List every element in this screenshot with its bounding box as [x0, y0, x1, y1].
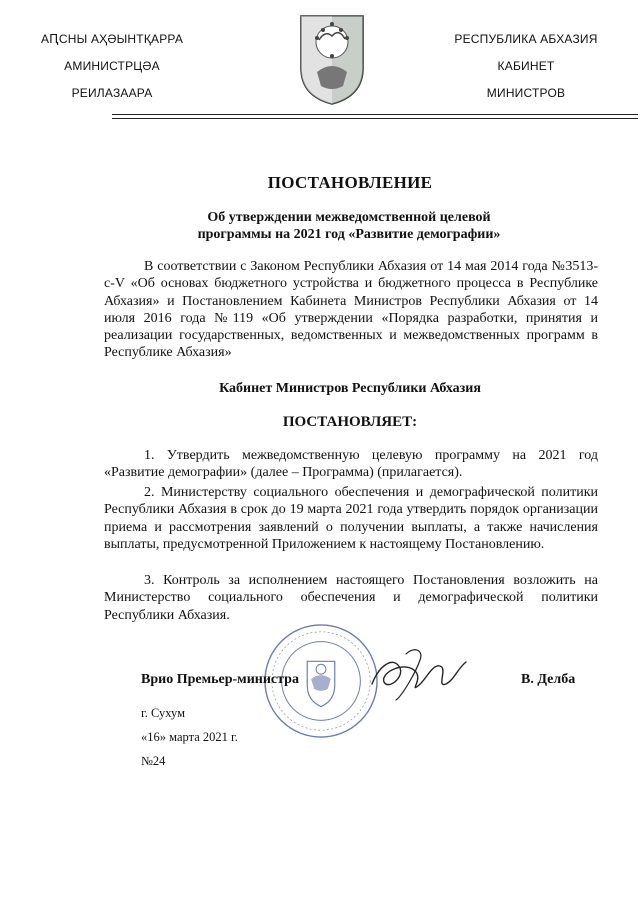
resolves-heading: ПОСТАНОВЛЯЕТ:: [282, 414, 418, 430]
document-number: №24: [141, 754, 166, 768]
header-left-line-2: АМИНИСТРЦӘА: [64, 59, 160, 73]
resolution-item-2: 2. Министерству социального обеспечения и демографической политики Республики Абхазия в срок до 19 марта 2021 года утвердить порядок организации приема и рассмотрения заявлений о получении выплаты, а также начисления выплаты, предусмотренной Приложением к настоящему Постановлению.: [104, 485, 598, 552]
header-right-block: [436, 26, 616, 107]
document-title: [100, 209, 598, 243]
document-title-line-2: программы на 2021 год «Развитие демографии»: [197, 227, 501, 242]
document-date: «16» марта 2021 г.: [141, 730, 238, 744]
document-city: г. Сухум: [141, 706, 186, 720]
signatory-name: В. Делба: [521, 672, 576, 687]
header-left-line-3: РЕИЛАЗААРА: [71, 86, 153, 100]
resolution-item-3: 3. Контроль за исполнением настоящего Постановления возложить на Министерство социального обеспечения и демографической политики Республики Абхазия.: [104, 573, 598, 623]
preamble-paragraph: В соответствии с Законом Республики Абхазия от 14 мая 2014 года №3513-с-V «Об основах бюджетного устройства и бюджетного процесса в Республике Абхазия» и Постановлением Кабинета Министров Республики Абхазия от 14 июля 2016 года №119 «Об утверждении «Порядка разработки, принятия и реализации государственных, ведомственных и межведомственных программ в Республике Абхазия»: [104, 259, 598, 361]
handwritten-signature: [366, 642, 476, 704]
header-right-line-1: РЕСПУБЛИКА АБХАЗИЯ: [454, 32, 598, 46]
header-divider-thick: [112, 114, 638, 115]
header-divider-thin: [112, 118, 638, 119]
header-right-line-2: КАБИНЕТ: [497, 59, 555, 73]
document-type-heading: ПОСТАНОВЛЕНИЕ: [267, 173, 433, 192]
signatory-position: Врио Премьер-министра: [141, 672, 299, 687]
document-title-line-1: Об утверждении межведомственной целевой: [207, 210, 491, 225]
state-emblem-icon: [297, 12, 367, 106]
header-left-line-1: АԤСНЫ АҲӘЫНТҚАРРА: [40, 32, 184, 46]
issuing-authority: Кабинет Министров Республики Абхазия: [219, 381, 481, 396]
header-right-line-3: МИНИСТРОВ: [486, 86, 566, 100]
resolution-item-1: 1. Утвердить межведомственную целевую программу на 2021 год «Развитие демографии» (далее – Программа) (прилагается).: [104, 448, 598, 481]
header-left-block: [22, 26, 202, 107]
